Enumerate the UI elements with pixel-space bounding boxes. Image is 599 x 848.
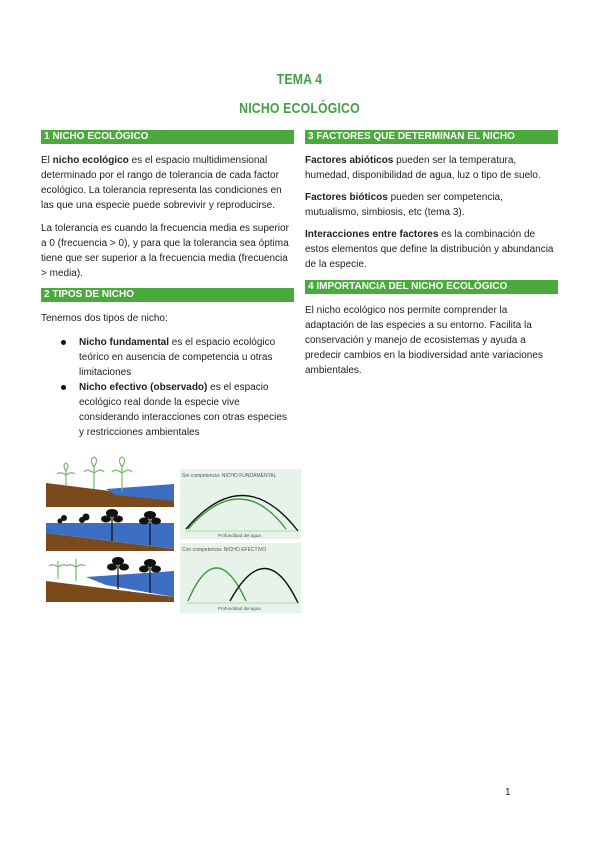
section-heading-tipos-de-nicho: 2 TIPOS DE NICHO <box>41 288 294 302</box>
bold-term: nicho ecológico <box>52 155 129 166</box>
text: es el espacio ecológico real donde la especie vive considerando interacciones con otras especies y restricciones ambientales <box>79 382 287 438</box>
list-item <box>41 335 294 380</box>
section-heading-nicho-ecologico: 1 NICHO ECOLÓGICO <box>41 130 294 144</box>
chart2-title: Con competencia: NICHO EFECTIVO <box>182 547 267 553</box>
bold-term: Factores abióticos <box>305 155 394 166</box>
bold-term: Interacciones entre factores <box>305 229 439 240</box>
scene-effective <box>46 554 174 602</box>
page-number: 1 <box>505 787 511 798</box>
paragraph-tolerance: La tolerancia es cuando la frecuencia media es superior a 0 (frecuencia > 0), y para que la tolerancia sea óptima tiene que ser superior a la frecuencia media (frecuencia > media). <box>41 223 289 279</box>
list-item <box>41 380 294 440</box>
text: pueden ser la temperatura, humedad, disponibilidad de agua, luz o tipo de suelo. <box>305 155 541 181</box>
text: pueden ser competencia, mutualismo, simbiosis, etc (tema 3). <box>305 192 503 218</box>
text: es el espacio ecológico teórico en ausencia de competencia u otras limitaciones <box>79 337 276 378</box>
paragraph-importancia: El nicho ecológico nos permite comprender la adaptación de las especies a su entorno. Facilita la conservación y manejo de ecosistemas y ayuda a predecir cambios en la biodiversidad ante variaciones ambientales. <box>305 305 543 376</box>
chart2-xlabel: Profundidad del agua <box>218 606 261 611</box>
section-heading-importancia: 4 IMPORTANCIA DEL NICHO ECOLÓGICO <box>305 280 558 294</box>
chart1-xlabel: Profundidad del agua <box>218 533 261 538</box>
chart1-title: Sin competencia: NICHO FUNDAMENTAL <box>182 473 277 479</box>
paragraph-intro: Tenemos dos tipos de nicho: <box>41 313 168 324</box>
niche-types-list <box>41 335 294 440</box>
page-subtitle: NICHO ECOLÓGICO <box>239 100 360 117</box>
left-column <box>41 130 294 440</box>
paragraph-bioticos <box>305 190 558 220</box>
niche-illustration <box>46 451 301 613</box>
paragraph-abioticos <box>305 153 558 183</box>
text: es el espacio multidimensional determinado por el rango de tolerancia de cada factor ecológico. La tolerancia representa las condiciones en las que una especie puede sobrevivir y reproducirse. <box>41 155 282 211</box>
bold-term: Nicho fundamental <box>79 337 170 348</box>
scene-fundamental-dark <box>46 509 174 551</box>
text: es la combinación de estos elementos que define la distribución y abundancia de la especie. <box>305 229 554 270</box>
paragraph-interacciones <box>305 227 558 272</box>
bold-term: Factores bióticos <box>305 192 388 203</box>
text: El <box>41 155 53 166</box>
right-column <box>305 130 558 378</box>
bold-term: Nicho efectivo (observado) <box>79 382 208 393</box>
paragraph-definition <box>41 153 294 213</box>
scene-fundamental-single <box>46 451 174 507</box>
section-heading-factores: 3 FACTORES QUE DETERMINAN EL NICHO <box>305 130 558 144</box>
chart-nicho-efectivo <box>180 543 301 613</box>
page-title: TEMA 4 <box>276 71 323 88</box>
chart-nicho-fundamental <box>180 469 301 539</box>
